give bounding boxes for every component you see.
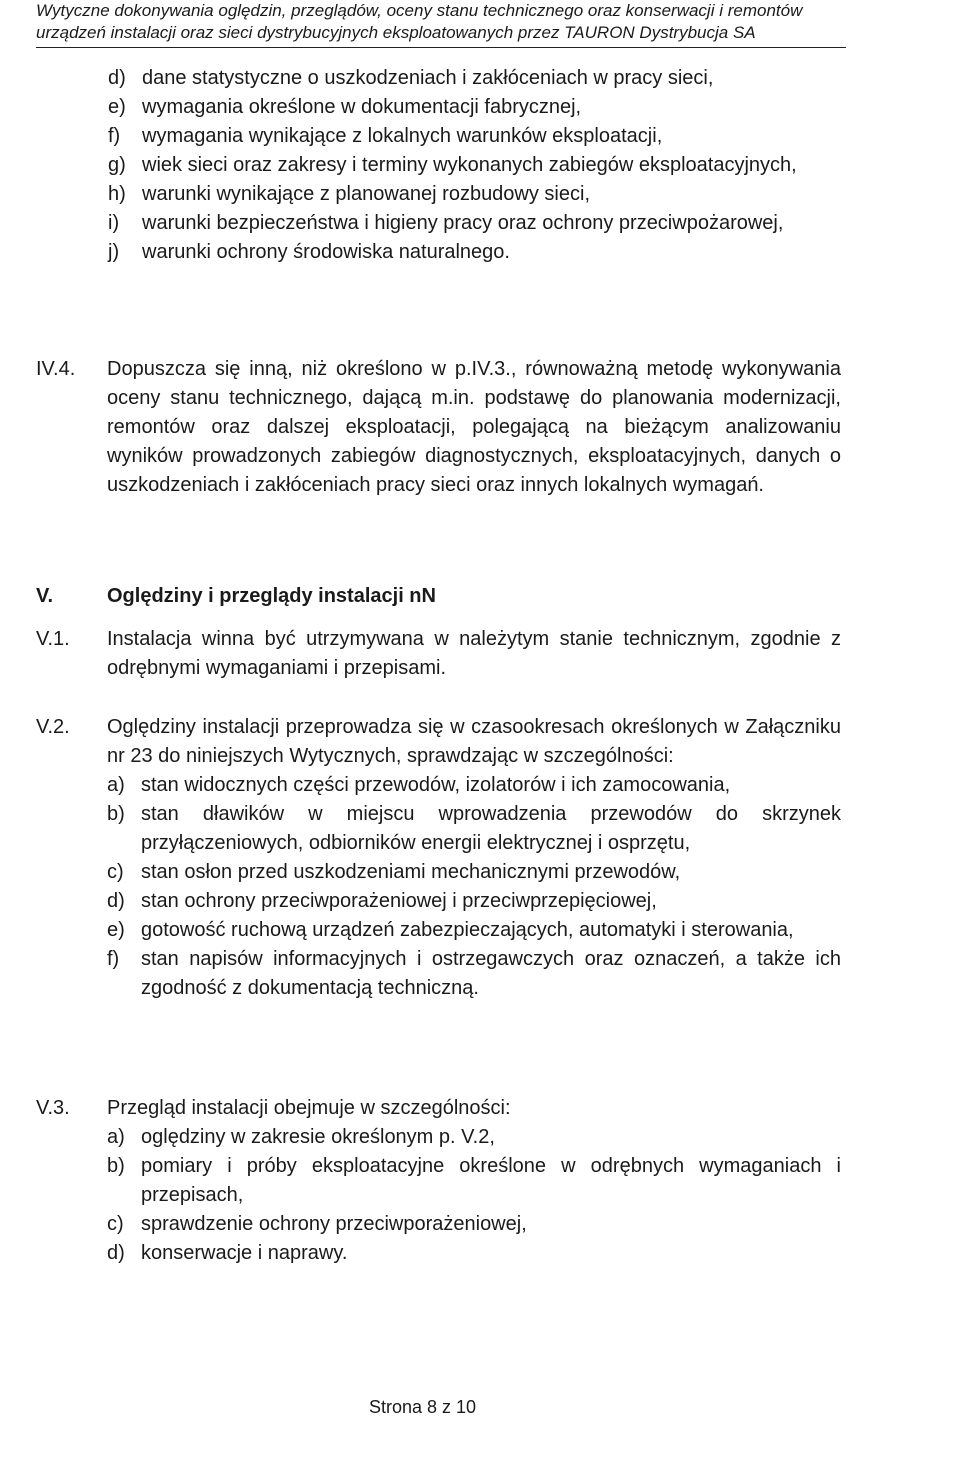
list-item: d) stan ochrony przeciwporażeniowej i przeciwprzepięciowej,: [107, 890, 657, 912]
list-item: g) wiek sieci oraz zakresy i terminy wykonanych zabiegów eksploatacyjnych,: [108, 154, 797, 176]
list-item: j) warunki ochrony środowiska naturalnego.: [108, 241, 510, 263]
paragraph: Dopuszcza się inną, niż określono w p.IV.3., równoważną metodę wykonywania oceny stanu technicznego, dającą m.in. podstawę do planowania modernizacji, remontów oraz dalszej eksploatacji, polegającą na bieżącym analizowaniu wyników prowadzonych zabiegów diagnostycznych, eksploatacyjnych, danych o uszkodzeniach i zakłóceniach pracy sieci oraz innych lokalnych wymagań.: [107, 358, 841, 496]
section-title: Oględziny i przeglądy instalacji nN: [107, 585, 436, 607]
section-number: V.1.: [36, 628, 70, 650]
header-line-2: urządzeń instalacji oraz sieci dystrybucyjnych eksploatowanych przez TAURON Dystrybucja SA: [36, 23, 756, 42]
page-number: Strona 8 z 10: [368, 1397, 477, 1417]
paragraph: Przegląd instalacji obejmuje w szczególności:: [107, 1097, 511, 1119]
header-line-1: Wytyczne dokonywania oględzin, przeglądów, oceny stanu technicznego oraz konserwacji i remontów: [36, 1, 803, 20]
list-item: c) stan osłon przed uszkodzeniami mechanicznymi przewodów,: [107, 861, 681, 883]
list-item: f) stan napisów informacyjnych i ostrzegawczych oraz oznaczeń, a także ich zgodność z dokumentacją techniczną.: [107, 948, 841, 999]
continued-list: [108, 64, 844, 267]
list-item: d) konserwacje i naprawy.: [107, 1242, 348, 1264]
header-rule: [36, 47, 846, 48]
list-item: d) dane statystyczne o uszkodzeniach i zakłóceniach w pracy sieci,: [108, 67, 714, 89]
section-number: V.: [36, 585, 54, 607]
section-number: IV.4.: [36, 358, 76, 380]
paragraph: Oględziny instalacji przeprowadza się w czasookresach określonych w Załączniku nr 23 do niniejszych Wytycznych, sprawdzając w szczególności:: [107, 716, 841, 767]
page-header: [36, 0, 846, 44]
section-number: V.2.: [36, 716, 70, 738]
list-item: b) stan dławików w miejscu wprowadzenia przewodów do skrzynek przyłączeniowych, odbiorników energii elektrycznej i osprzętu,: [107, 803, 841, 854]
list-item: e) gotowość ruchową urządzeń zabezpieczających, automatyki i sterowania,: [107, 919, 794, 941]
list-item: b) pomiary i próby eksploatacyjne określone w odrębnych wymaganiach i przepisach,: [107, 1155, 841, 1206]
list-item: a) stan widocznych części przewodów, izolatorów i ich zamocowania,: [107, 774, 731, 796]
list-item: e) wymagania określone w dokumentacji fabrycznej,: [108, 96, 582, 118]
list-item: i) warunki bezpieczeństwa i higieny pracy oraz ochrony przeciwpożarowej,: [108, 212, 784, 234]
list-item: c) sprawdzenie ochrony przeciwporażeniowej,: [107, 1213, 527, 1235]
list-item: a) oględziny w zakresie określonym p. V.2,: [107, 1126, 495, 1148]
paragraph: Instalacja winna być utrzymywana w należytym stanie technicznym, zgodnie z odrębnymi wymaganiami i przepisami.: [107, 628, 841, 679]
section-number: V.3.: [36, 1097, 70, 1119]
list-item: f) wymagania wynikające z lokalnych warunków eksploatacji,: [108, 125, 663, 147]
list-item: h) warunki wynikające z planowanej rozbudowy sieci,: [108, 183, 590, 205]
